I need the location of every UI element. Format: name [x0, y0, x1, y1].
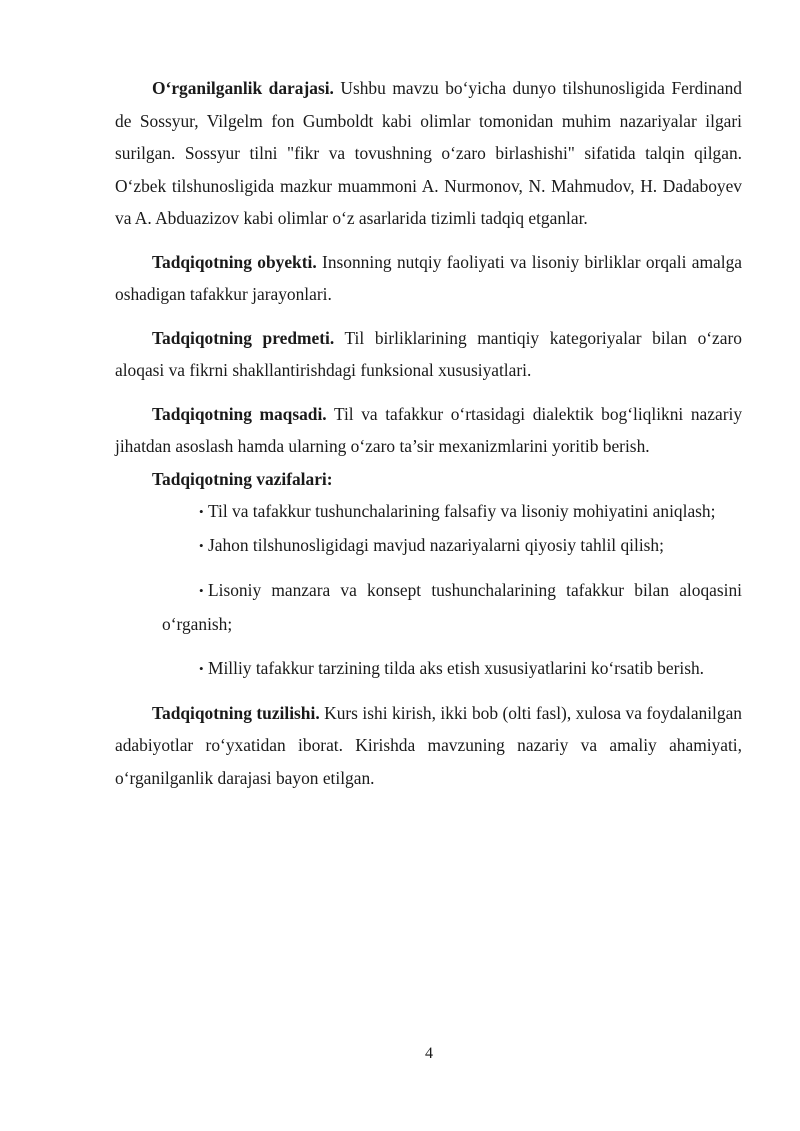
section-heading-vazifalar: Tadqiqotning vazifalari: [152, 468, 333, 489]
paragraph-lead: Tadqiqotning maqsadi. [152, 403, 327, 424]
paragraph-lead: Tadqiqotning tuzilishi. [152, 702, 320, 723]
paragraph-maqsad [115, 398, 742, 463]
list-item-text: Jahon tilshunosligidagi mavjud nazariyalarni qiyosiy tahlil qilish; [208, 534, 664, 555]
list-item-text: Lisoniy manzara va konsept tushunchalarining tafakkur bilan aloqasini o‘rganish; [162, 580, 742, 634]
bullet-icon: • [199, 537, 204, 553]
list-item-text: Milliy tafakkur tarzining tilda aks etish xususiyatlarini ko‘rsatib berish. [208, 658, 705, 678]
list-item [162, 529, 742, 563]
paragraph-lead: Tadqiqotning obyekti. [152, 251, 317, 272]
paragraph-organilganlik-darajasi [115, 72, 742, 235]
bullet-icon: • [199, 661, 204, 676]
paragraph-text: Ushbu mavzu bo‘yicha dunyo tilshunosligida Ferdinand de Sossyur, Vilgelm fon Gumboldt kabi olimlar tomonidan muhim nazariyalar ilgari surilgan. Sossyur tilni "fikr va tovushning o‘zaro birlashishi" sifatida talqin qilgan. O‘zbek tilshunosligida mazkur muammoni A. Nurmonov, N. Mahmudov, H. Dadaboyev va A. Abduazizov kabi olimlar o‘z asarlarida tizimli tadqiq etganlar. [115, 78, 742, 228]
list-item-text: Til va tafakkur tushunchalarining falsafiy va lisoniy mohiyatini aniqlash; [208, 501, 716, 521]
paragraph-obyekt [115, 246, 742, 311]
paragraph-lead: O‘rganilganlik darajasi. [152, 78, 334, 98]
bullet-icon: • [199, 504, 204, 519]
paragraph-text: Insonning nutqiy faoliyati va lisoniy birliklar orqali amalga oshadigan tafakkur jarayonlari. [115, 251, 742, 304]
list-item [162, 652, 742, 686]
paragraph-text: Til birliklarining mantiqiy kategoriyalar bilan o‘zaro aloqasi va fikrni shakllantirishdagi funksional xususiyatlari. [115, 327, 742, 380]
paragraph-tuzilishi [115, 697, 742, 795]
paragraph-lead: Tadqiqotning predmeti. [152, 327, 335, 348]
bullet-icon: • [199, 583, 204, 598]
list-item [162, 495, 742, 529]
list-item [162, 574, 742, 640]
paragraph-text: Kurs ishi kirish, ikki bob (olti fasl), xulosa va foydalanilgan adabiyotlar ro‘yxatidan iborat. Kirishda mavzuning nazariy va amaliy ahamiyati, o‘rganilganlik darajasi bayon etilgan. [115, 702, 743, 788]
task-list [115, 495, 742, 686]
document-page [115, 72, 742, 794]
paragraph-text: Til va tafakkur o‘rtasidagi dialektik bog‘liqlikni nazariy jihatdan asoslash hamda ularning o‘zaro ta’sir mexanizmlarini yoritib berish. [115, 403, 743, 456]
paragraph-predmet [115, 322, 742, 387]
page-number: 4 [425, 1045, 433, 1062]
